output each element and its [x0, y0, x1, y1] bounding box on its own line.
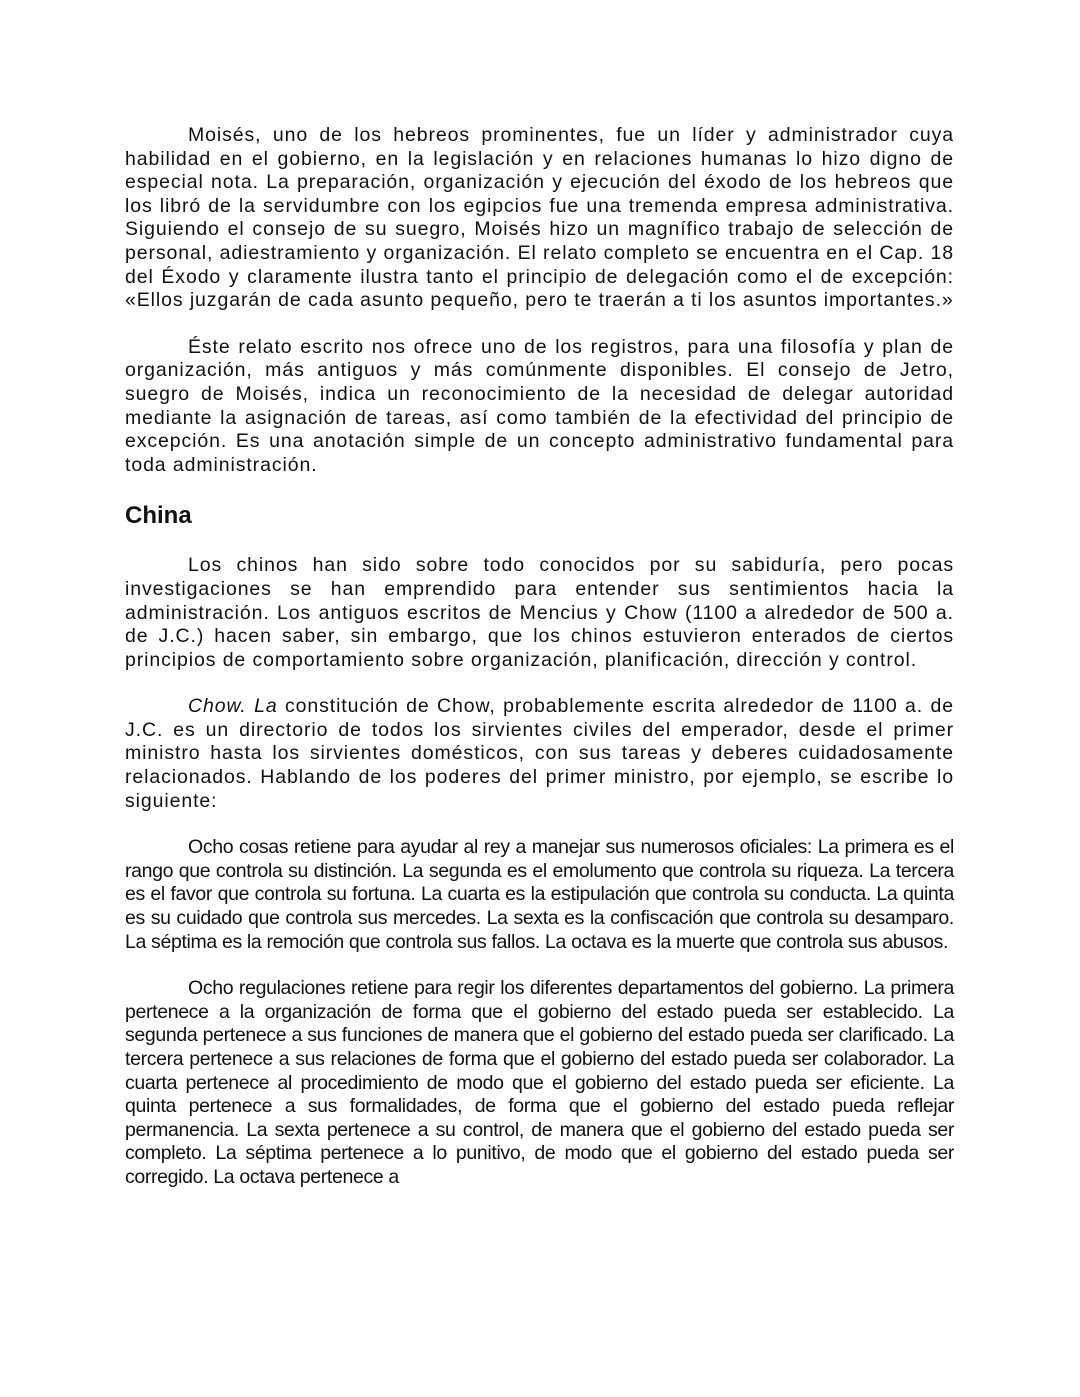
quote-eight-things: Ocho cosas retiene para ayudar al rey a manejar sus numerosos oficiales: La primera es el rango que controla su distinción. La segunda es el emolumento que controla su riqueza. La tercera es el favor que controla su fortuna. La cuarta es la estipulación que controla su conducta. La quinta es su cuidado que controla sus mercedes. La sexta es la confiscación que controla su desamparo. La séptima es la remoción que controla sus fallos. La octava es la muerte que controla sus abusos.	[125, 836, 954, 953]
paragraph-chow	[125, 695, 954, 813]
chow-italic-lead: Chow. La	[188, 695, 278, 718]
document-page	[125, 124, 954, 1190]
section-heading-china: China	[125, 502, 192, 530]
paragraph-jethro: Éste relato escrito nos ofrece uno de los registros, para una filosofía y plan de organización, más antiguos y más comúnmente disponibles. El consejo de Jetro, suegro de Moisés, indica un reconocimiento de la necesidad de delegar autoridad mediante la asignación de tareas, así como también de la efectividad del principio de excepción. Es una anotación simple de un concepto administrativo fundamental para toda administración.	[125, 335, 954, 476]
paragraph-moses: Moisés, uno de los hebreos prominentes, fue un líder y administrador cuya habilidad en el gobierno, en la legislación y en relaciones humanas lo hizo digno de especial nota. La preparación, organización y ejecución del éxodo de los hebreos que los libró de la servidumbre con los egipcios fue una tremenda empresa administrativa. Siguiendo el consejo de su suegro, Moisés hizo un magnífico trabajo de selección de personal, adiestramiento y organización. El relato completo se encuentra en el Cap. 18 del Éxodo y claramente ilustra tanto el principio de delegación como el de excepción: «Ellos juzgarán de cada asunto pequeño, pero te traerán a ti los asuntos importantes.»	[125, 124, 954, 312]
chow-text: constitución de Chow, probablemente escrita alrededor de 1100 a. de J.C. es un directorio de todos los sirvientes civiles del emperador, desde el primer ministro hasta los sirvientes domésticos, con sus tareas y deberes cuidadosamente relacionados. Hablando de los poderes del primer ministro, por ejemplo, se escribe lo siguiente:	[125, 695, 954, 812]
quote-eight-regulations: Ocho regulaciones retiene para regir los diferentes departamentos del gobierno. La primera pertenece a la organización de forma que el gobierno del estado pueda ser establecido. La segunda pertenece a sus funciones de manera que el gobierno del estado pueda ser clarificado. La tercera pertenece a sus relaciones de forma que el gobierno del estado pueda ser colaborador. La cuarta pertenece al procedimiento de modo que el gobierno del estado pueda ser eficiente. La quinta pertenece a sus formalidades, de forma que el gobierno del estado pueda reflejar permanencia. La sexta pertenece a su control, de manera que el gobierno del estado pueda ser completo. La séptima pertenece a lo punitivo, de modo que el gobierno del estado pueda ser corregido. La octava pertenece a	[125, 977, 954, 1188]
paragraph-china-intro: Los chinos han sido sobre todo conocidos por su sabiduría, pero pocas investigaciones se han emprendido para entender sus sentimientos hacia la administración. Los antiguos escritos de Mencius y Chow (1100 a alrededor de 500 a. de J.C.) hacen saber, sin embargo, que los chinos estuvieron enterados de ciertos principios de comportamiento sobre organización, planificación, dirección y control.	[125, 554, 954, 671]
